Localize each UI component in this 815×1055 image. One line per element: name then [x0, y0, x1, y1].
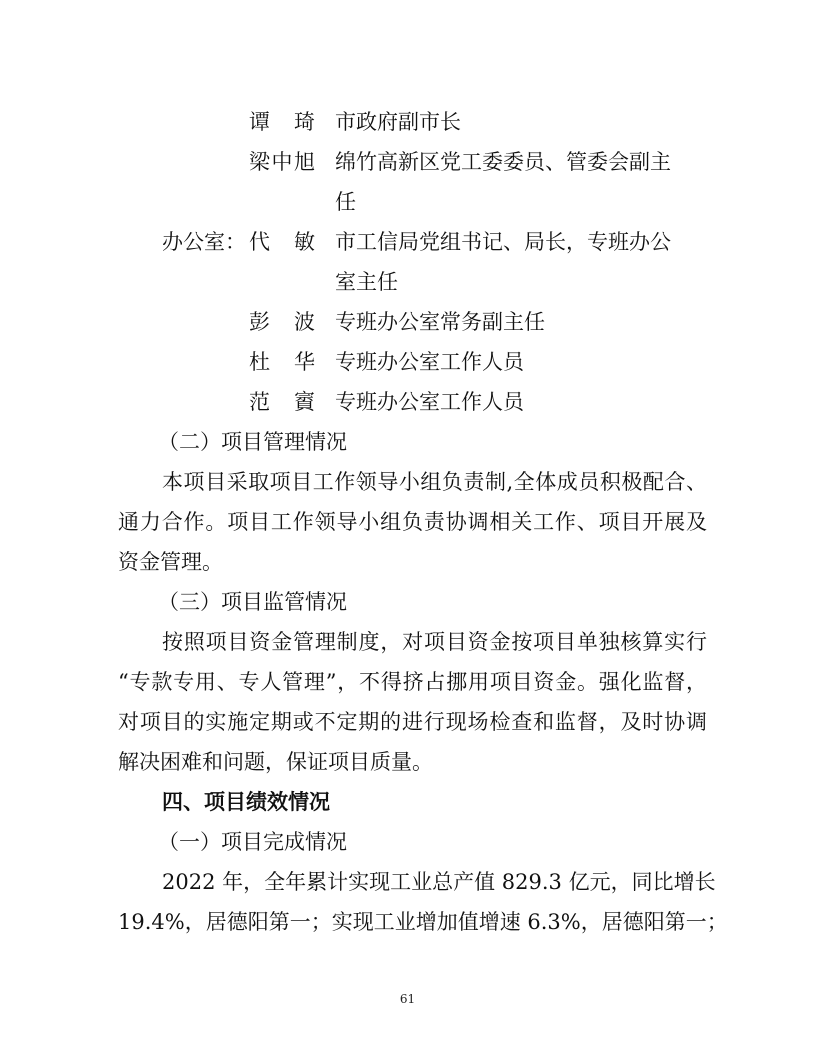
section-heading-completion: （一）项目完成情况	[158, 830, 347, 854]
paragraph-line: 通力合作。项目工作领导小组负责协调相关工作、项目开展及	[118, 510, 707, 534]
paragraph-line: 按照项目资金管理制度，对项目资金按项目单独核算实行	[162, 630, 707, 654]
member-row	[249, 148, 671, 176]
member-name: 杜 华	[249, 350, 315, 374]
section-heading-supervision: （三）项目监管情况	[158, 590, 347, 614]
member-role: 市工信局党组书记、局长，专班办公	[335, 230, 671, 254]
member-name: 彭 波	[249, 310, 315, 334]
chapter-heading-performance: 四、项目绩效情况	[162, 790, 330, 814]
member-role: 绵竹高新区党工委委员、管委会副主	[335, 150, 671, 174]
member-name: 代 敏	[249, 230, 315, 254]
member-role-continued: 任	[335, 190, 356, 214]
office-row	[162, 228, 671, 256]
paragraph-line: 资金管理。	[118, 550, 223, 574]
paragraph-line: 解决困难和问题，保证项目质量。	[118, 750, 433, 774]
paragraph-line: 本项目采取项目工作领导小组负责制,全体成员积极配合、	[162, 470, 707, 494]
paragraph-line: 2022 年，全年累计实现工业总产值 829.3 亿元，同比增长	[162, 870, 716, 894]
member-role-continued: 室主任	[335, 270, 398, 294]
paragraph-line: 对项目的实施定期或不定期的进行现场检查和监督，及时协调	[118, 710, 707, 734]
paragraph-line: 19.4%，居德阳第一；实现工业增加值增速 6.3%，居德阳第一；	[118, 910, 728, 934]
member-role: 专班办公室工作人员	[335, 350, 524, 374]
member-name: 谭 琦	[249, 110, 315, 134]
member-role: 市政府副市长	[335, 110, 461, 134]
member-name: 梁中旭	[249, 150, 315, 174]
member-row	[249, 348, 524, 376]
member-row	[249, 388, 524, 416]
section-heading-management: （二）项目管理情况	[158, 430, 347, 454]
member-row	[249, 308, 545, 336]
member-name: 范 賨	[249, 390, 315, 414]
member-role: 专班办公室常务副主任	[335, 310, 545, 334]
paragraph-line: “专款专用、专人管理”，不得挤占挪用项目资金。强化监督，	[118, 670, 707, 694]
office-label: 办公室：	[162, 230, 246, 254]
member-role: 专班办公室工作人员	[335, 390, 524, 414]
member-row	[249, 108, 461, 136]
page-number: 61	[399, 992, 416, 1006]
